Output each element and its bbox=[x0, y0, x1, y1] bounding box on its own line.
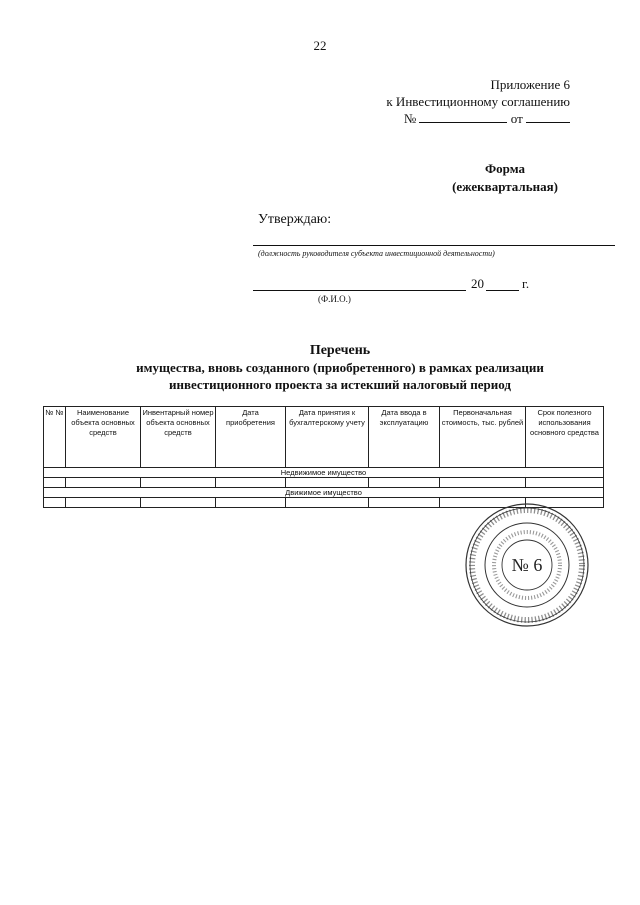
year-prefix: 20 bbox=[471, 276, 484, 291]
section-row bbox=[44, 468, 604, 478]
position-signature-line bbox=[253, 245, 615, 246]
approval-label: Утверждаю: bbox=[258, 212, 332, 227]
section-real-estate: Недвижимое имущество bbox=[44, 468, 604, 478]
table-row bbox=[44, 478, 604, 488]
fio-caption: (Ф.И.О.) bbox=[318, 294, 351, 304]
property-table bbox=[43, 406, 604, 508]
table-cell bbox=[440, 478, 526, 488]
table-cell bbox=[141, 478, 216, 488]
title-line-1: Перечень bbox=[309, 343, 371, 358]
form-label-line-1: Форма bbox=[485, 161, 525, 176]
table-cell bbox=[286, 498, 369, 508]
year-suffix: г. bbox=[522, 276, 530, 291]
section-movable: Движимое имущество bbox=[44, 488, 604, 498]
table-cell bbox=[44, 498, 66, 508]
agreement-date-blank bbox=[526, 111, 570, 123]
section-row bbox=[44, 488, 604, 498]
col-commission-date-header: Дата ввода в эксплуатацию bbox=[369, 407, 440, 468]
appendix-line-3 bbox=[386, 110, 570, 127]
table-cell bbox=[286, 478, 369, 488]
position-caption: (должность руководителя субъекта инвестиционной деятельности) bbox=[258, 249, 495, 258]
title-line-2: имущества, вновь созданного (приобретенного) в рамках реализации bbox=[136, 360, 544, 375]
col-number-header: № № bbox=[44, 407, 66, 468]
appendix-header bbox=[386, 76, 570, 127]
appendix-line-2: к Инвестиционному соглашению bbox=[386, 94, 570, 109]
official-stamp bbox=[462, 502, 592, 628]
document-title bbox=[40, 342, 640, 393]
col-cost-header: Первоначальная стоимость, тыс. рублей bbox=[440, 407, 526, 468]
page-number: 22 bbox=[313, 38, 327, 53]
col-name-header: Наименование объекта основных средств bbox=[66, 407, 141, 468]
form-label-line-2: (ежеквартальная) bbox=[452, 179, 558, 194]
fio-signature-line bbox=[253, 290, 466, 291]
agreement-date-label: от bbox=[510, 111, 523, 126]
agreement-number-blank bbox=[419, 111, 507, 123]
agreement-number-label: № bbox=[403, 111, 417, 126]
year-blank bbox=[486, 290, 519, 291]
form-label bbox=[440, 160, 570, 196]
appendix-line-1: Приложение 6 bbox=[490, 77, 570, 92]
table-cell bbox=[526, 478, 604, 488]
table-cell bbox=[216, 478, 286, 488]
col-purchase-date-header: Дата приобретения bbox=[216, 407, 286, 468]
title-line-3: инвестиционного проекта за истекший налоговый период bbox=[169, 377, 511, 392]
table-cell bbox=[44, 478, 66, 488]
col-inventory-header: Инвентарный номер объекта основных средств bbox=[141, 407, 216, 468]
table-cell bbox=[369, 498, 440, 508]
table-cell bbox=[66, 478, 141, 488]
table-cell bbox=[141, 498, 216, 508]
table-cell bbox=[66, 498, 141, 508]
table-cell bbox=[369, 478, 440, 488]
table-header-row bbox=[44, 407, 604, 468]
stamp-number: № 6 bbox=[511, 555, 543, 575]
table-cell bbox=[216, 498, 286, 508]
col-accounting-date-header: Дата принятия к бухгалтерскому учету bbox=[286, 407, 369, 468]
col-useful-life-header: Срок полезного использования основного средства bbox=[526, 407, 604, 468]
